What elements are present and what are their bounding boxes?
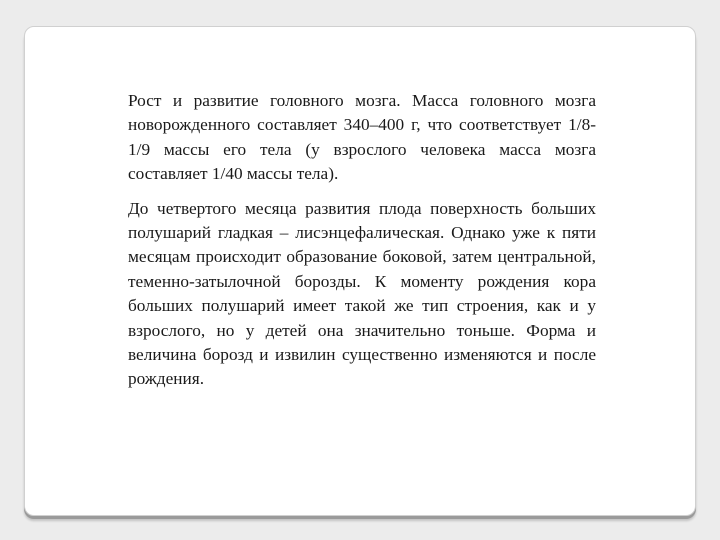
paragraph-brain-mass: Рост и развитие головного мозга. Масса головного мозга новорожденного составляет 340–400 г, что соответствует 1/8-1/9 массы его тела (у взрослого человека масса мозга составляет 1/40 массы тела). <box>128 91 596 184</box>
paragraph-cortex-development: До четвертого месяца развития плода поверхность больших полушарий гладкая – лисэнцефалическая. Однако уже к пяти месяцам происходит образование боковой, затем центральной, теменно-затылочной борозды. К моменту рождения кора больших полушарий имеет такой же тип строения, как и у взрослого, но у детей она значительно тоньше. Форма и величина борозд и извилин существенно изменяются и после рождения. <box>128 198 596 389</box>
slide-text <box>128 89 596 392</box>
slide-card <box>24 26 696 516</box>
